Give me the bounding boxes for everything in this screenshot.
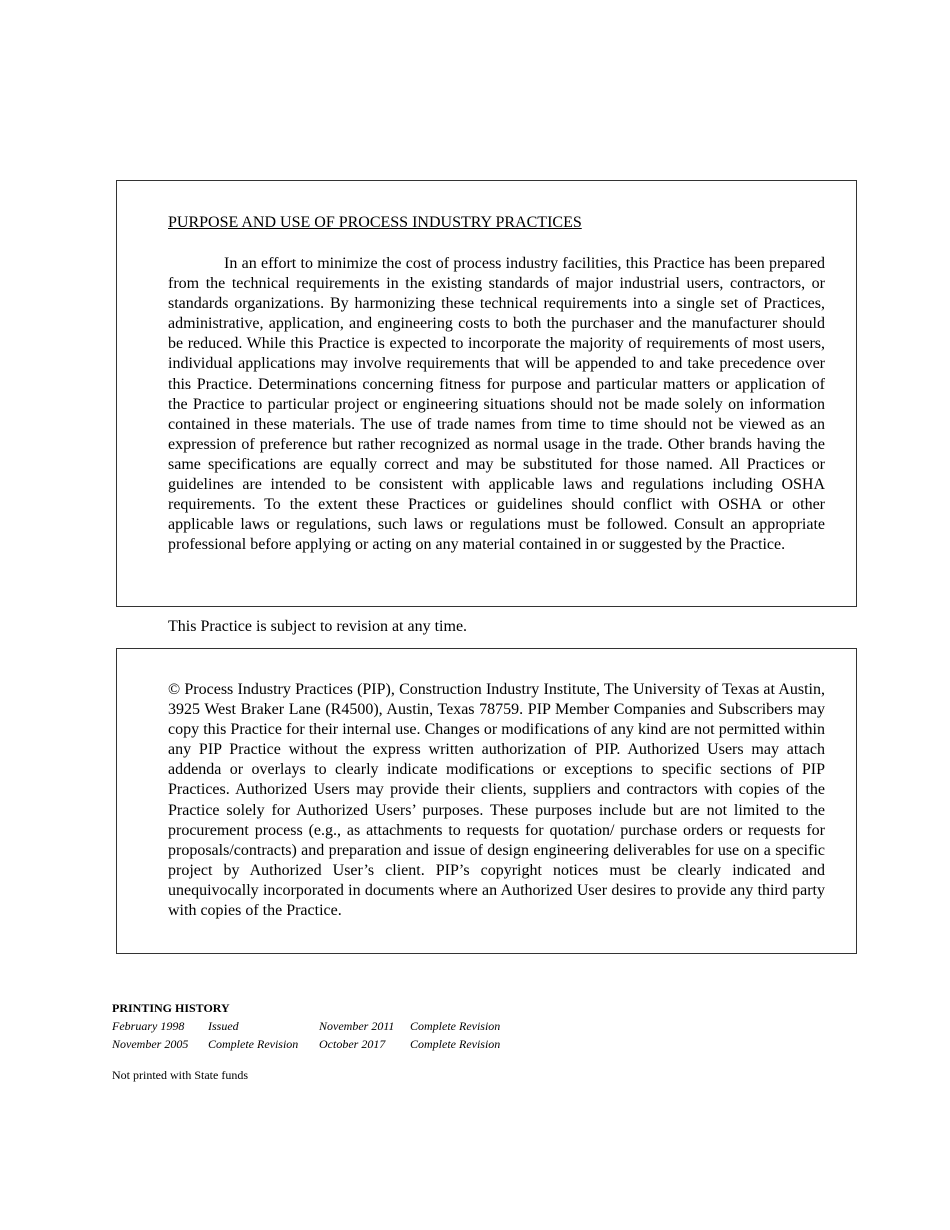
printing-history (112, 999, 501, 1053)
purpose-heading: PURPOSE AND USE OF PROCESS INDUSTRY PRACTICES (168, 214, 582, 231)
state-funds-note: Not printed with State funds (112, 1068, 248, 1082)
purpose-box (116, 180, 857, 607)
copyright-paragraph: © Process Industry Practices (PIP), Construction Industry Institute, The University of Texas at Austin, 3925 West Braker Lane (R4500), Austin, Texas 78759. PIP Member Companies and Subscribers may copy this Practice for their internal use. Changes or modifications of any kind are not permitted within any PIP Practice without the express written authorization of PIP. Authorized Users may attach addenda or overlays to clearly indicate modifications or exceptions to specific sections of PIP Practices. Authorized Users may provide their clients, suppliers and contractors with copies of the Practice solely for Authorized Users’ purposes. These purposes include but are not limited to the procurement process (e.g., as attachments to requests for quotation/ purchase orders or requests for proposals/contracts) and preparation and issue of design engineering deliverables for use on a specific project by Authorized User’s client. PIP’s copyright notices must be clearly indicated and unequivocally incorporated in documents where an Authorized User desires to provide any third party with copies of the Practice. (168, 681, 825, 920)
printing-history-row (112, 1017, 501, 1035)
printing-history-row (112, 1035, 501, 1053)
history-date: February 1998 (112, 1019, 185, 1033)
history-date: November 2005 (112, 1037, 189, 1051)
history-date: October 2017 (319, 1037, 386, 1051)
revision-note: This Practice is subject to revision at any time. (168, 618, 468, 635)
printing-history-title: PRINTING HISTORY (112, 1001, 230, 1015)
purpose-paragraph: In an effort to minimize the cost of process industry facilities, this Practice has been prepared from the technical requirements in the existing standards of major industrial users, contractors, or standards organizations. By harmonizing these technical requirements into a single set of Practices, administrative, application, and engineering costs to both the purchaser and the manufacturer should be reduced. While this Practice is expected to incorporate the majority of requirements of most users, individual applications may involve requirements that will be appended to and take precedence over this Practice. Determinations concerning fitness for purpose and particular matters or application of the Practice to particular project or engineering situations should not be made solely on information contained in these materials. The use of trade names from time to time should not be viewed as an expression of preference but rather recognized as normal usage in the trade. Other brands having the same specifications are equally correct and may be substituted for those named. All Practices or guidelines are intended to be consistent with applicable laws and regulations including OSHA requirements. To the extent these Practices or guidelines should conflict with OSHA or other applicable laws or regulations, such laws or regulations must be followed. Consult an appropriate professional before applying or acting on any material contained in or suggested by the Practice. (168, 255, 825, 554)
history-description: Complete Revision (208, 1037, 299, 1051)
copyright-box (116, 648, 857, 954)
history-date: November 2011 (319, 1019, 395, 1033)
history-description: Complete Revision (410, 1019, 501, 1033)
history-description: Issued (208, 1019, 239, 1033)
history-description: Complete Revision (410, 1037, 501, 1051)
